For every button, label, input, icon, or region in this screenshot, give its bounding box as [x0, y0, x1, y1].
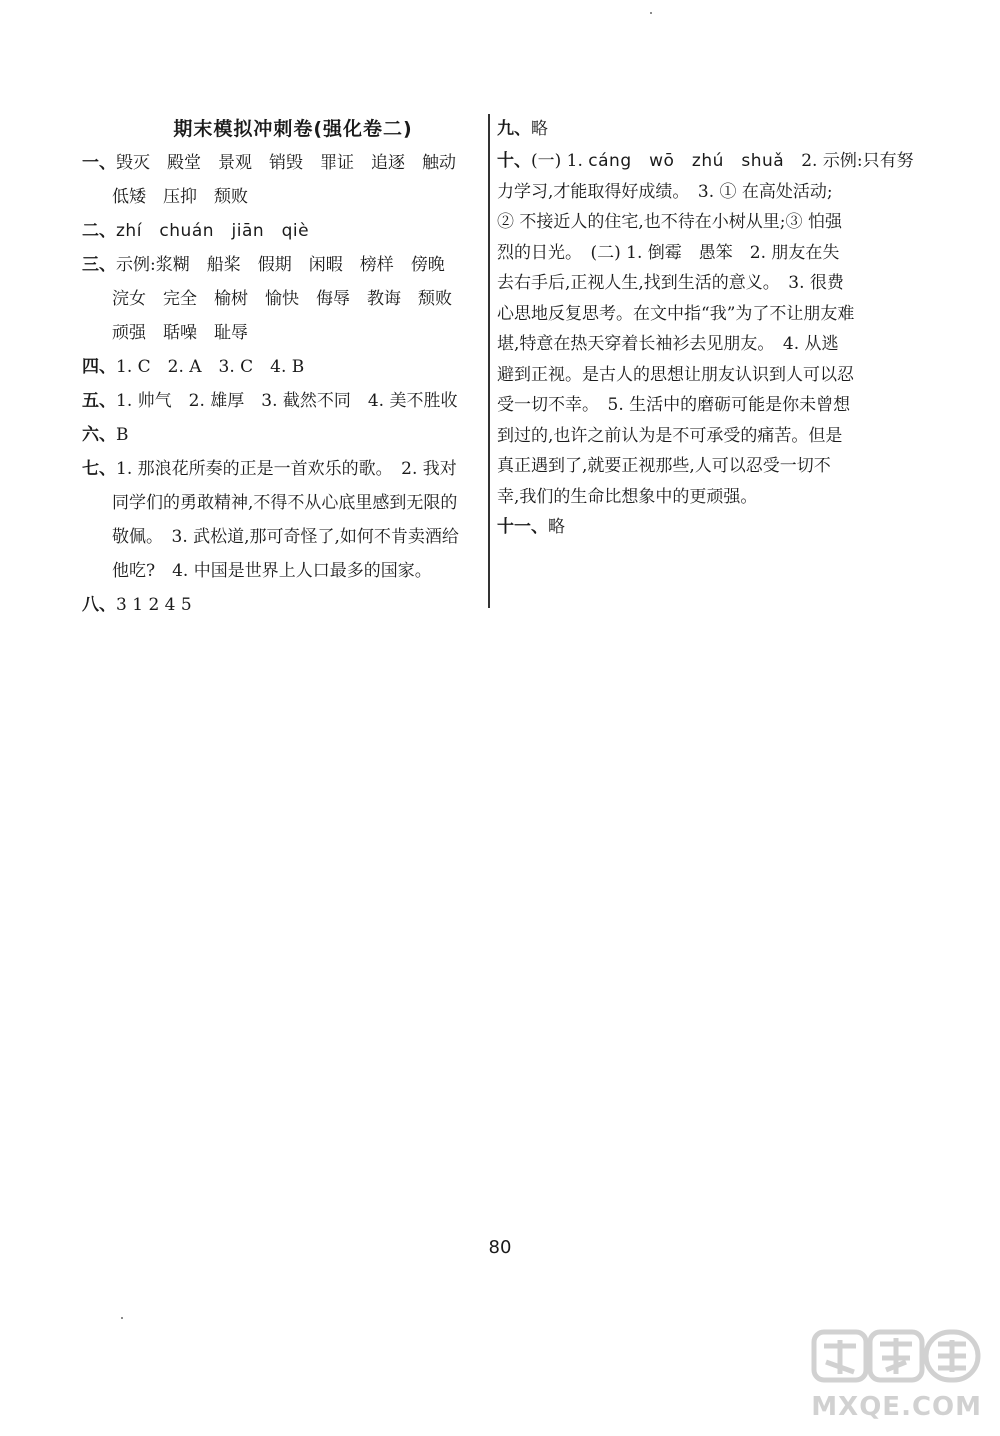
answer-3: 三、示例:浆糊 船桨 假期 闲暇 榜样 傍晚: [82, 255, 445, 275]
answer-10-cont: 幸,我们的生命比想象中的更顽强。: [497, 486, 758, 507]
answer-7: 七、1. 那浪花所奏的正是一首欢乐的歌。 2. 我对: [82, 459, 457, 479]
answer-11: 十一、略: [497, 517, 565, 537]
answer-10-cont: 真正遇到了,就要正视那些,人可以忍受一切不: [497, 456, 831, 476]
watermark-url: MXQE.COM: [811, 1392, 982, 1422]
answer-10-cont: ② 不接近人的住宅,也不待在小树从里;③ 怕强: [497, 212, 842, 232]
answer-10-cont: 烈的日光。 (二) 1. 倒霉 愚笨 2. 朋友在失: [497, 242, 840, 263]
answer-8: 八、3 1 2 4 5: [82, 595, 192, 615]
watermark-logo: [806, 1326, 986, 1422]
answer-6: 六、B: [82, 425, 129, 445]
page-title: 期末模拟冲刺卷(强化卷二): [173, 118, 413, 140]
answer-10: 十、(一) 1. cáng wō zhú shuǎ 2. 示例:只有努: [497, 151, 914, 171]
answer-9: 九、略: [497, 119, 548, 139]
answer-1-cont: 低矮 压抑 颓败: [112, 187, 248, 207]
answer-7-cont: 他吃? 4. 中国是世界上人口最多的国家。: [112, 561, 432, 581]
answer-5: 五、1. 帅气 2. 雄厚 3. 截然不同 4. 美不胜收: [82, 391, 458, 411]
watermark-stamp-icon: [806, 1326, 986, 1386]
answer-10-cont: 去右手后,正视人生,找到生活的意义。 3. 很费: [497, 273, 844, 293]
answer-7-cont: 敬佩。 3. 武松道,那可奇怪了,如何不肯卖酒给: [112, 527, 459, 547]
answer-2: 二、zhí chuán jiān qiè: [82, 221, 310, 241]
answer-10-cont: 堪,特意在热天穿着长袖衫去见朋友。 4. 从逃: [497, 334, 839, 354]
answer-7-cont: 同学们的勇敢精神,不得不从心底里感到无限的: [112, 493, 458, 513]
answer-10-cont: 力学习,才能取得好成绩。 3. ① 在高处活动;: [497, 181, 833, 202]
scan-speck: [121, 1317, 123, 1319]
answer-10-cont: 心思地反复思考。在文中指“我”为了不让朋友难: [497, 303, 855, 324]
answer-3-cont: 浣女 完全 榆树 愉快 侮辱 教诲 颓败: [112, 289, 452, 309]
answer-10-cont: 避到正视。是古人的思想让朋友认识到人可以忍: [497, 364, 854, 385]
answer-3-cont: 顽强 聒噪 耻辱: [112, 323, 248, 343]
left-column: [82, 112, 484, 622]
answer-1: 一、毁灭 殿堂 景观 销毁 罪证 追逐 触动: [82, 153, 456, 173]
scan-speck: [650, 12, 652, 14]
page-number: 80: [488, 1237, 512, 1258]
answer-10-cont: 到过的,也许之前认为是不可承受的痛苦。但是: [497, 425, 843, 446]
column-divider: [488, 114, 490, 608]
right-column: [497, 112, 914, 543]
answer-10-cont: 受一切不幸。 5. 生活中的磨砺可能是你未曾想: [497, 395, 851, 415]
answer-4: 四、1. C 2. A 3. C 4. B: [82, 357, 305, 377]
